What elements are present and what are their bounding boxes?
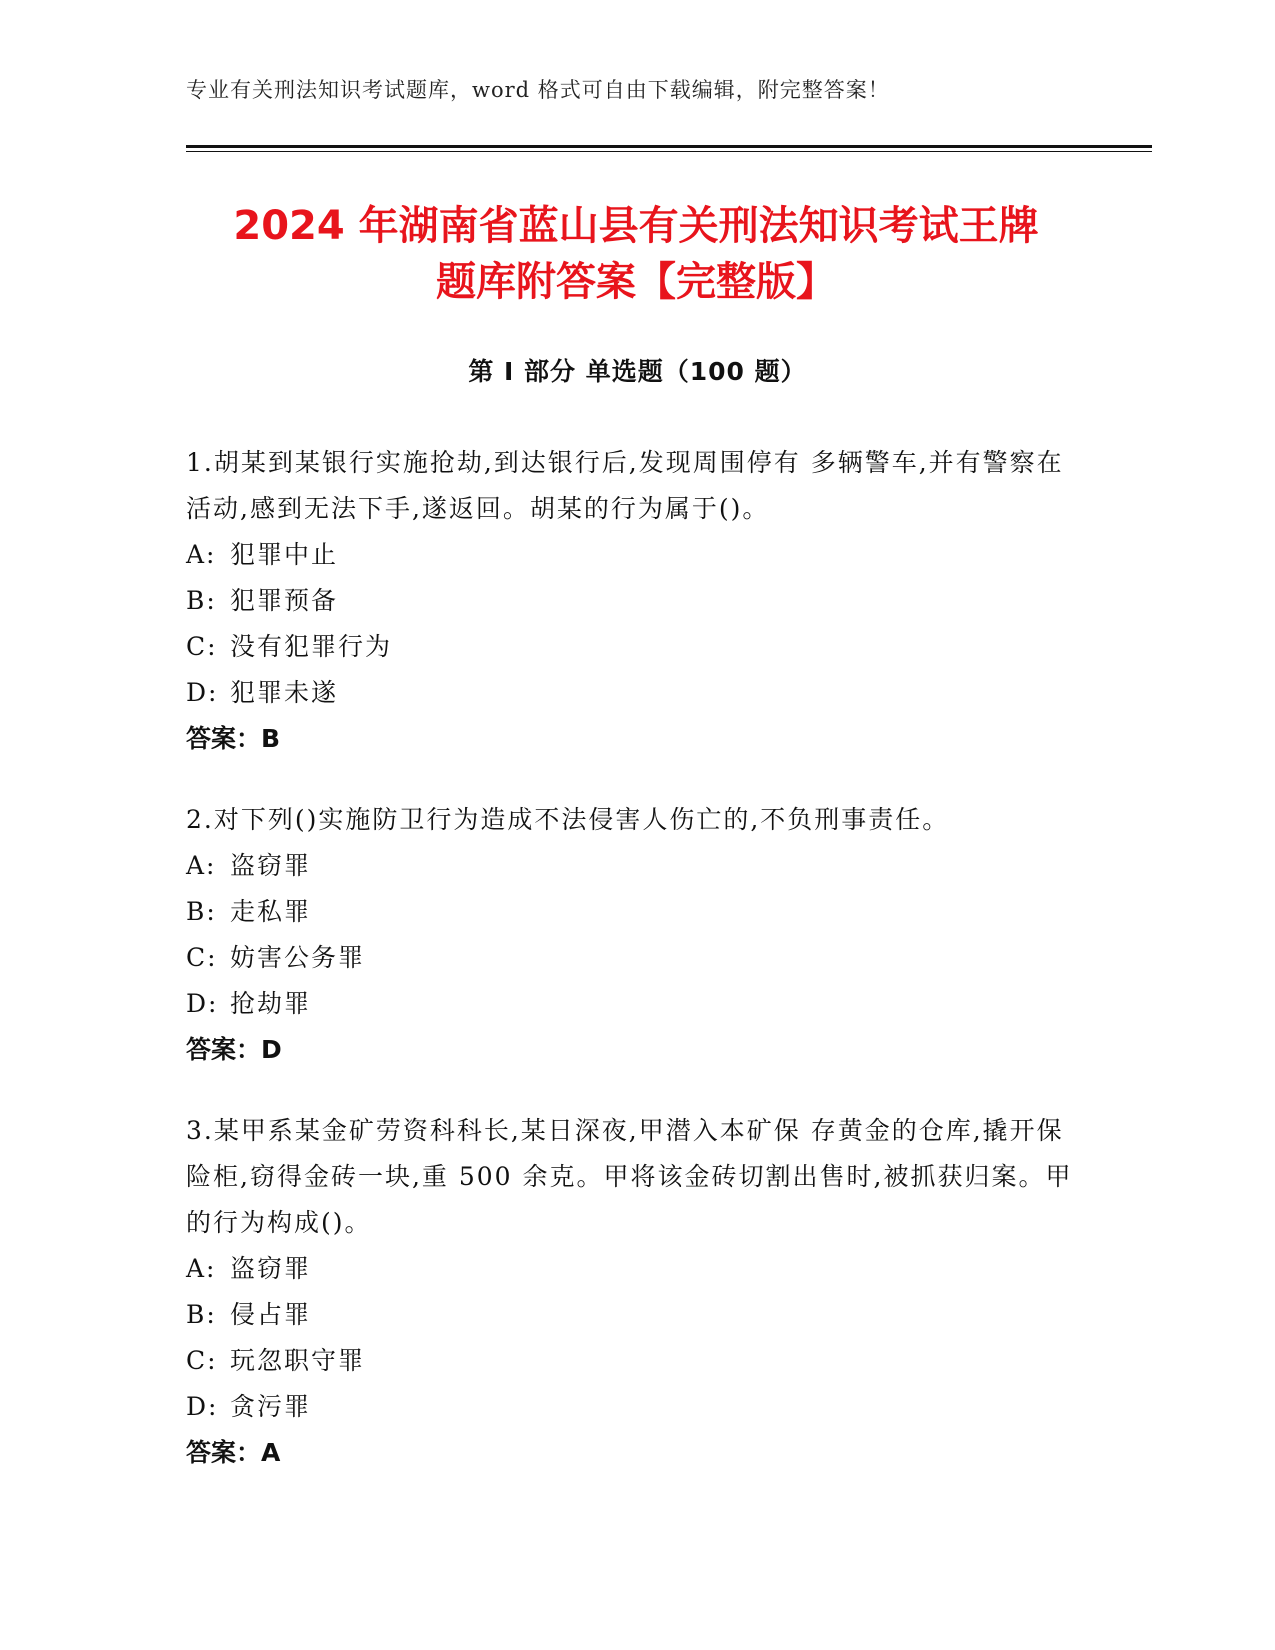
section-title: 第 I 部分 单选题（100 题）: [468, 357, 807, 386]
option-text: 犯罪中止: [230, 540, 339, 569]
answer-line: 答案：A: [186, 1438, 281, 1467]
option-key: B:: [186, 1300, 217, 1329]
option-key: A:: [186, 1254, 217, 1283]
option-a: [186, 532, 1086, 578]
option-text: 盗窃罪: [230, 1254, 312, 1283]
option-text: 犯罪未遂: [230, 678, 339, 707]
option-d: [186, 1384, 1086, 1430]
option-a: [186, 843, 1086, 889]
option-key: D:: [186, 1392, 219, 1421]
option-key: C:: [186, 632, 218, 661]
option-key: A:: [186, 851, 217, 880]
option-d: [186, 670, 1086, 716]
header-rule-thick: [186, 145, 1152, 148]
question-stem: 1.胡某到某银行实施抢劫,到达银行后,发现周围停有 多辆警车,并有警察在活动,感到无法下手,遂返回。胡某的行为属于()。: [186, 448, 1064, 523]
title-line-1: 2024 年湖南省蓝山县有关刑法知识考试王牌: [233, 203, 1039, 249]
option-text: 玩忽职守罪: [230, 1346, 366, 1375]
document-title: [186, 198, 1086, 310]
question-stem: 2.对下列()实施防卫行为造成不法侵害人伤亡的,不负刑事责任。: [186, 805, 950, 834]
option-text: 犯罪预备: [230, 586, 339, 615]
question-stem: 3.某甲系某金矿劳资科科长,某日深夜,甲潜入本矿保 存黄金的仓库,撬开保险柜,窃得金砖一块,重 500 余克。甲将该金砖切割出售时,被抓获归案。甲的行为构成()。: [186, 1116, 1073, 1237]
option-key: B:: [186, 586, 217, 615]
option-key: C:: [186, 1346, 218, 1375]
option-text: 抢劫罪: [230, 989, 312, 1018]
title-line-2: 题库附答案【完整版】: [436, 259, 836, 305]
header-rule-thin: [186, 151, 1152, 152]
question-list: [186, 440, 1086, 1511]
option-key: D:: [186, 989, 219, 1018]
option-key: D:: [186, 678, 219, 707]
question-1: [186, 440, 1086, 762]
option-a: [186, 1246, 1086, 1292]
option-text: 妨害公务罪: [230, 943, 366, 972]
option-text: 走私罪: [230, 897, 312, 926]
option-c: [186, 1338, 1086, 1384]
option-c: [186, 624, 1086, 670]
question-3: [186, 1108, 1086, 1476]
option-key: B:: [186, 897, 217, 926]
option-d: [186, 981, 1086, 1027]
option-key: A:: [186, 540, 217, 569]
option-text: 贪污罪: [230, 1392, 312, 1421]
option-text: 侵占罪: [230, 1300, 312, 1329]
answer-line: 答案：B: [186, 724, 281, 753]
option-b: [186, 1292, 1086, 1338]
answer-line: 答案：D: [186, 1035, 282, 1064]
option-c: [186, 935, 1086, 981]
header-note: 专业有关刑法知识考试题库，word 格式可自由下载编辑，附完整答案！: [186, 78, 890, 102]
option-text: 没有犯罪行为: [230, 632, 393, 661]
option-text: 盗窃罪: [230, 851, 312, 880]
question-2: [186, 797, 1086, 1073]
option-b: [186, 889, 1086, 935]
option-b: [186, 578, 1086, 624]
option-key: C:: [186, 943, 218, 972]
